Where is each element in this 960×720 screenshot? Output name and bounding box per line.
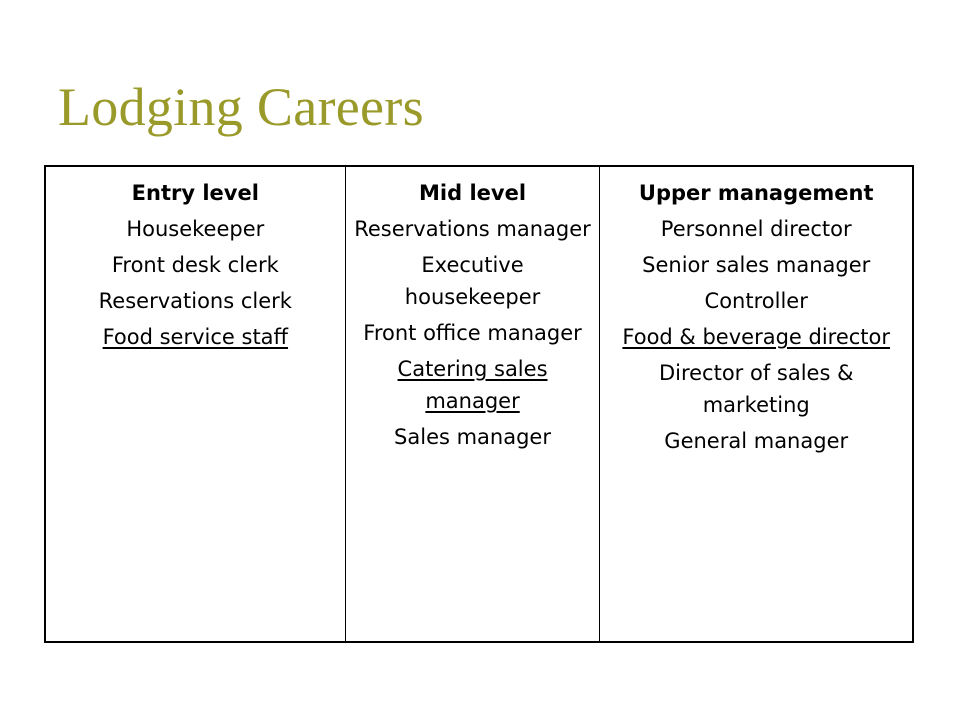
mid-level-column [345, 167, 600, 641]
upper-management-column [599, 167, 912, 641]
job-item: Reservations clerk [98, 289, 292, 313]
job-item: Sales manager [394, 425, 551, 449]
entry-level-column [46, 167, 345, 641]
job-item: Food service staff [102, 325, 289, 349]
job-item: Controller [704, 289, 808, 313]
column-header: Entry level [131, 181, 259, 205]
slide-title: Lodging Careers [58, 77, 424, 137]
job-item: Housekeeper [126, 217, 265, 241]
job-item: Catering sales manager [397, 357, 548, 413]
job-item: Director of sales & marketing [658, 361, 854, 417]
job-item: Executive housekeeper [404, 253, 541, 309]
job-item: Reservations manager [354, 217, 591, 241]
column-header: Mid level [419, 181, 527, 205]
job-item: Food & beverage director [622, 325, 891, 349]
careers-table [44, 165, 914, 643]
column-header: Upper management [638, 181, 874, 205]
job-item: General manager [664, 429, 849, 453]
job-item: Senior sales manager [642, 253, 871, 277]
job-item: Personnel director [660, 217, 852, 241]
job-item: Front office manager [363, 321, 582, 345]
job-item: Front desk clerk [111, 253, 279, 277]
